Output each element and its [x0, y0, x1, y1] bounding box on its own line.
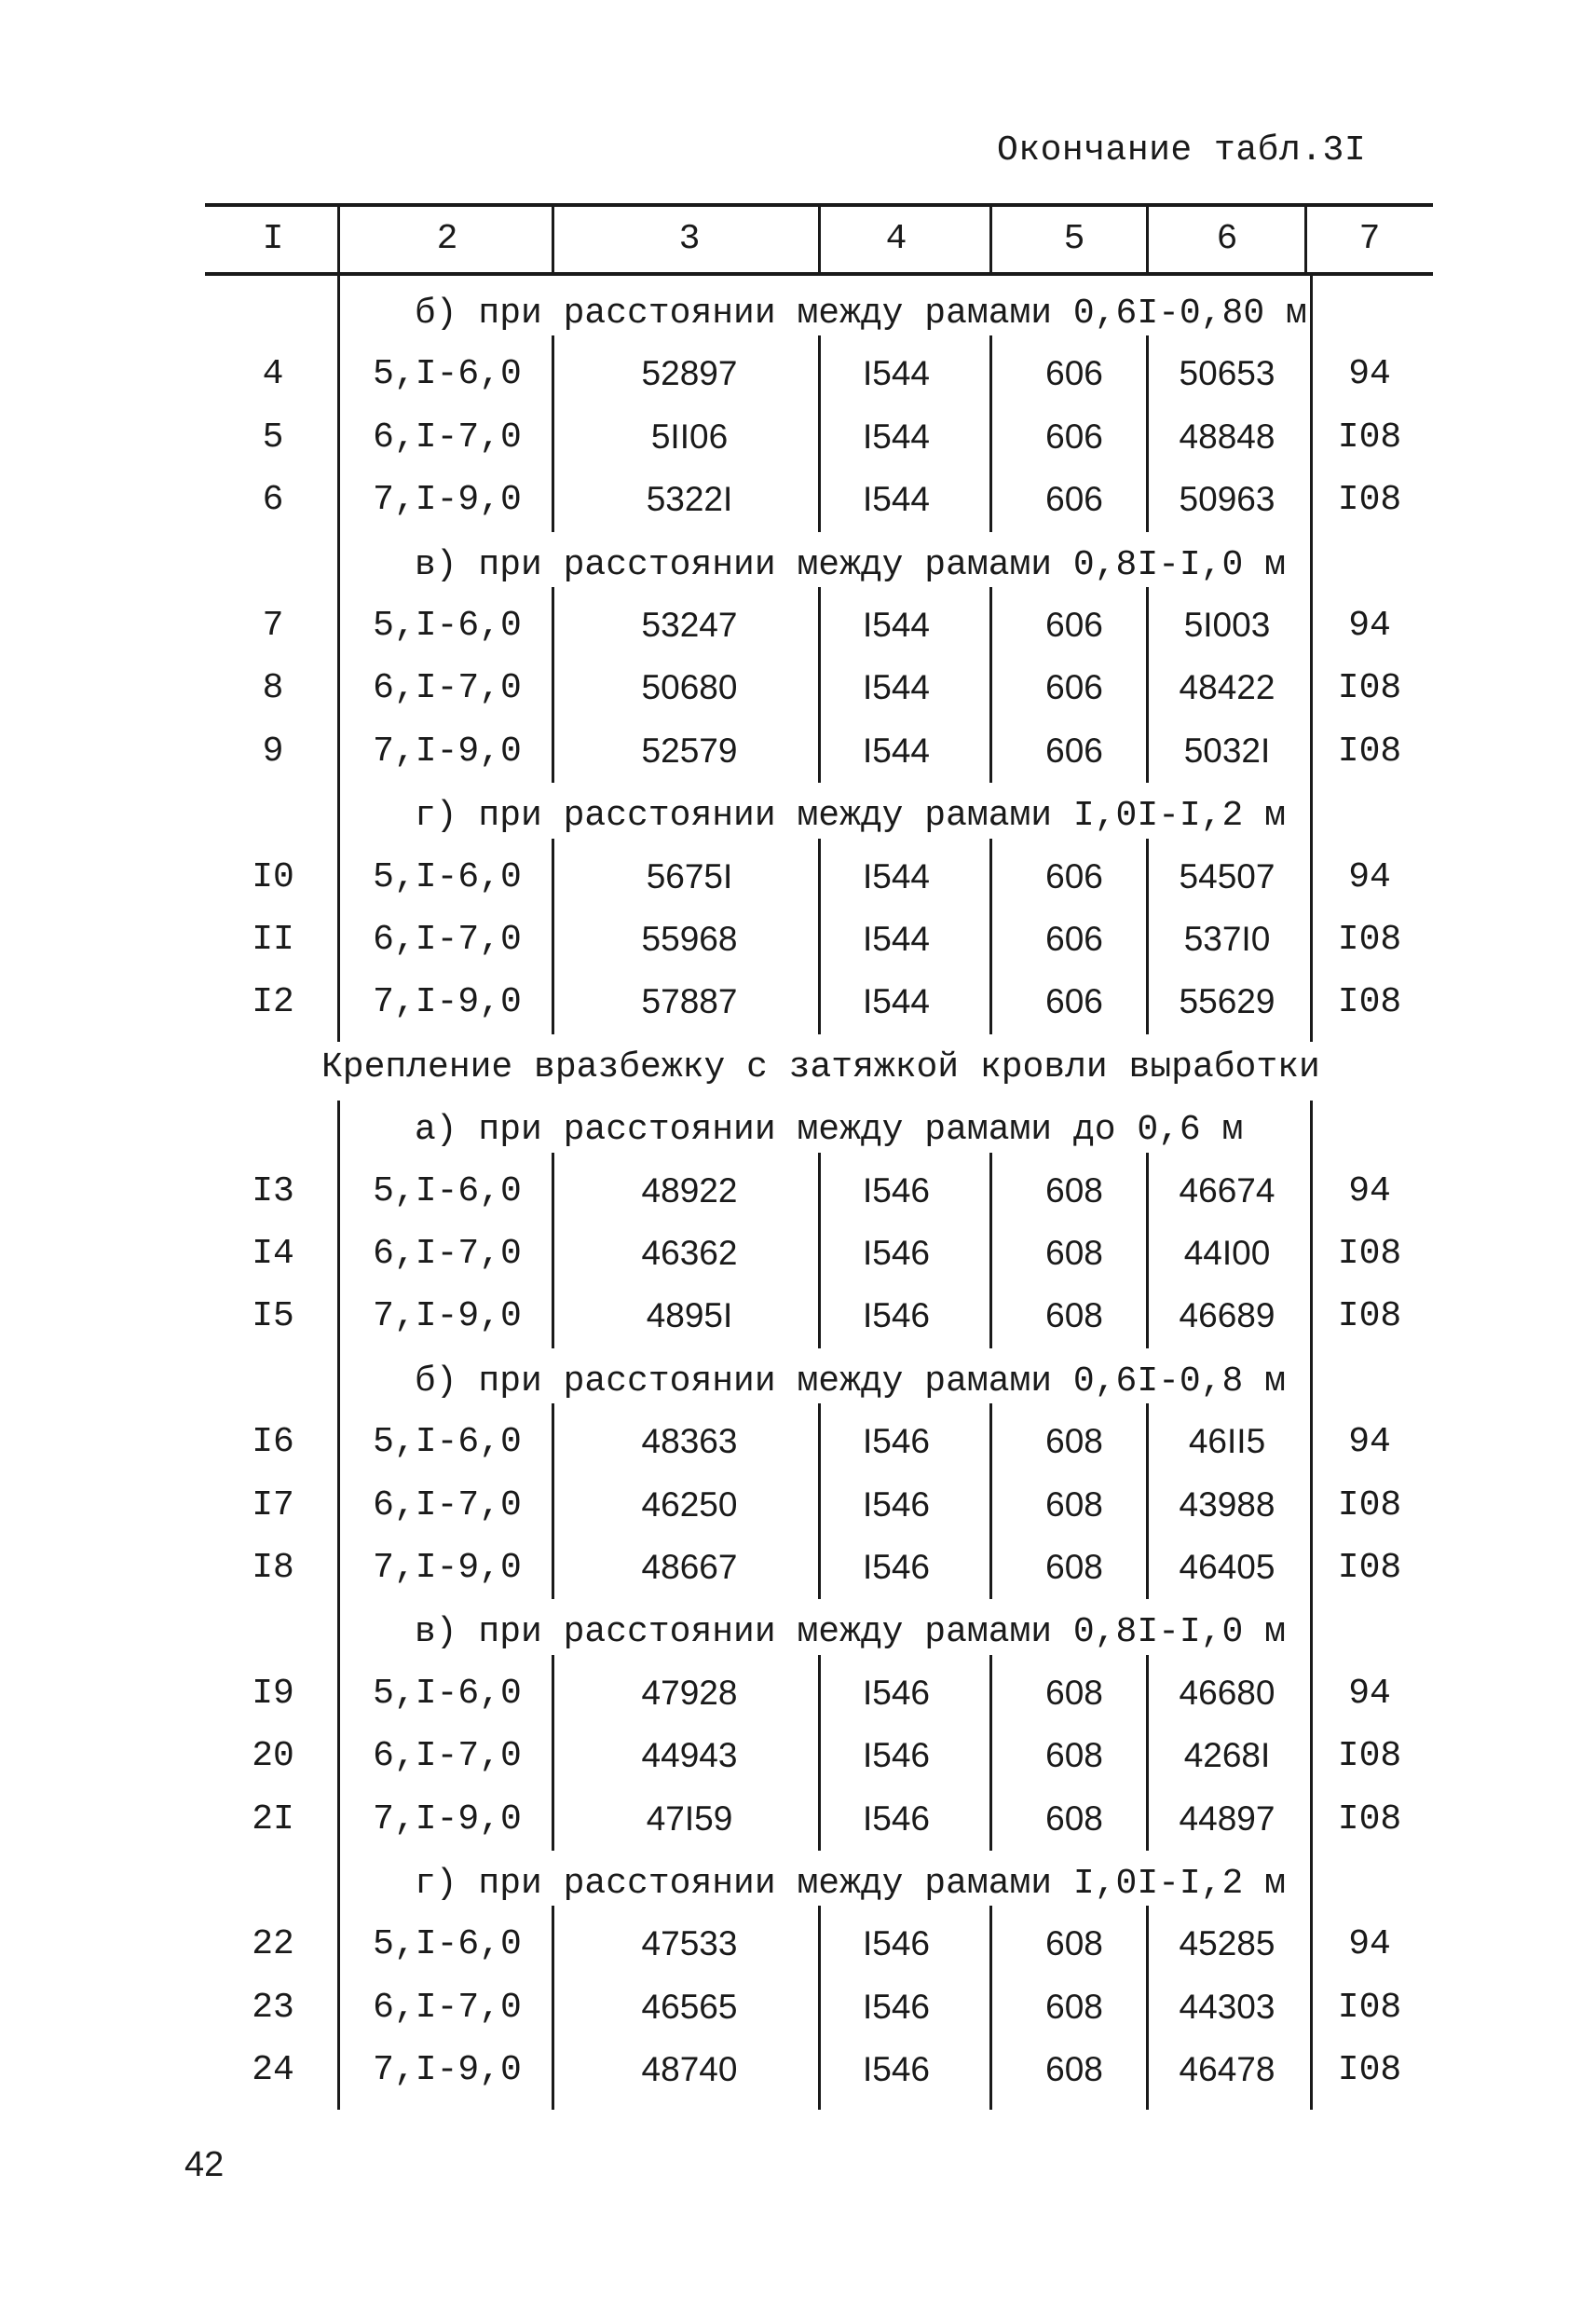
cell-col-6: 4268I	[1183, 1736, 1271, 1775]
column-divider	[818, 1153, 821, 1348]
cell-col-3: 52897	[641, 354, 738, 393]
cell-col-4: I544	[862, 354, 931, 393]
cell-col-5: 606	[1045, 856, 1103, 896]
cell-col-1: I6	[252, 1422, 294, 1463]
cell-col-1: I7	[252, 1484, 294, 1525]
column-divider	[1146, 1153, 1149, 1348]
cell-col-1: I5	[252, 1296, 294, 1337]
header-col-3: 3	[678, 219, 701, 259]
page-number: 42	[184, 2145, 225, 2184]
column-divider	[1146, 335, 1149, 531]
cell-col-5: 606	[1045, 668, 1103, 707]
cell-col-7: 94	[1348, 1673, 1391, 1714]
cell-col-4: I544	[862, 417, 931, 456]
cell-col-2: 5,I-6,0	[373, 354, 522, 395]
cell-col-3: 50680	[641, 668, 738, 707]
cell-col-5: 606	[1045, 920, 1103, 958]
cell-col-1: 4	[262, 354, 284, 395]
cell-col-3: 57887	[641, 982, 738, 1021]
cell-col-1: I3	[252, 1170, 294, 1211]
cell-col-6: 46680	[1179, 1673, 1275, 1712]
cell-col-3: 5675I	[646, 856, 733, 896]
table-caption: Окончание табл.3I	[997, 130, 1367, 171]
cell-col-7: I08	[1337, 1548, 1402, 1588]
cell-col-2: 6,I-7,0	[373, 1234, 522, 1274]
cell-col-7: 94	[1348, 856, 1391, 897]
cell-col-7: I08	[1337, 1798, 1402, 1839]
column-divider	[989, 1906, 992, 2109]
cell-col-2: 6,I-7,0	[373, 920, 522, 960]
cell-col-1: I8	[252, 1548, 294, 1588]
cell-col-2: 7,I-9,0	[373, 1548, 522, 1588]
column-divider	[552, 1655, 554, 1851]
cell-col-5: 608	[1045, 1422, 1103, 1461]
cell-col-6: 55629	[1179, 982, 1275, 1021]
column-divider	[1146, 1906, 1149, 2109]
header-col-2: 2	[436, 219, 458, 259]
section-heading: а) при расстоянии между рамами до 0,6 м	[415, 1110, 1244, 1151]
cell-col-3: 46362	[641, 1234, 738, 1272]
cell-col-1: 9	[262, 731, 284, 772]
header-col-6: 6	[1216, 219, 1238, 259]
cell-col-2: 7,I-9,0	[373, 1798, 522, 1839]
cell-col-7: 94	[1348, 606, 1391, 646]
cell-col-4: I546	[862, 1736, 931, 1775]
cell-col-6: 5I003	[1183, 606, 1271, 644]
header-divider	[337, 207, 340, 276]
cell-col-3: 48667	[641, 1548, 738, 1586]
header-divider	[1146, 207, 1149, 276]
cell-col-4: I546	[862, 1484, 931, 1524]
column-divider	[1146, 1655, 1149, 1851]
cell-col-6: 43988	[1179, 1484, 1275, 1524]
cell-col-7: I08	[1337, 1736, 1402, 1777]
cell-col-7: I08	[1337, 480, 1402, 521]
column-divider	[552, 1153, 554, 1348]
cell-col-4: I544	[862, 731, 931, 770]
cell-col-6: 46478	[1179, 2050, 1275, 2089]
cell-col-7: I08	[1337, 920, 1402, 960]
cell-col-7: I08	[1337, 1296, 1402, 1337]
column-divider	[1146, 587, 1149, 783]
header-divider	[1304, 207, 1307, 276]
column-divider	[989, 1403, 992, 1599]
cell-col-5: 608	[1045, 1548, 1103, 1586]
cell-col-5: 608	[1045, 1736, 1103, 1775]
cell-col-3: 48363	[641, 1422, 738, 1461]
cell-col-3: 48922	[641, 1170, 738, 1210]
cell-col-4: I544	[862, 982, 931, 1021]
cell-col-2: 5,I-6,0	[373, 1422, 522, 1463]
cell-col-2: 5,I-6,0	[373, 1673, 522, 1714]
cell-col-5: 608	[1045, 1234, 1103, 1272]
section-heading: г) при расстоянии между рамами I,0I-I,2 м	[415, 1864, 1286, 1904]
column-divider	[989, 1655, 992, 1851]
cell-col-7: I08	[1337, 1484, 1402, 1525]
column-divider	[552, 839, 554, 1034]
cell-col-2: 5,I-6,0	[373, 606, 522, 646]
cell-col-5: 606	[1045, 480, 1103, 519]
cell-col-5: 606	[1045, 354, 1103, 393]
cell-col-2: 7,I-9,0	[373, 982, 522, 1023]
column-divider	[989, 587, 992, 783]
cell-col-3: 52579	[641, 731, 738, 770]
cell-col-1: I4	[252, 1234, 294, 1274]
cell-col-5: 608	[1045, 1170, 1103, 1210]
header-col-4: 4	[885, 219, 907, 259]
header-col-7: 7	[1358, 219, 1381, 259]
cell-col-3: 46250	[641, 1484, 738, 1524]
column-divider	[1146, 1403, 1149, 1599]
cell-col-2: 5,I-6,0	[373, 856, 522, 897]
cell-col-4: I546	[862, 1924, 931, 1963]
section-heading: в) при расстоянии между рамами 0,8I-I,0 м	[415, 1612, 1286, 1653]
cell-col-7: I08	[1337, 1234, 1402, 1274]
column-divider	[1146, 839, 1149, 1034]
cell-col-2: 6,I-7,0	[373, 417, 522, 458]
column-divider	[989, 839, 992, 1034]
header-divider	[989, 207, 992, 276]
cell-col-5: 606	[1045, 417, 1103, 456]
section-heading: б) при расстоянии между рамами 0,6I-0,80 м	[415, 294, 1307, 334]
column-divider	[552, 587, 554, 783]
cell-col-3: 47I59	[646, 1798, 733, 1838]
cell-col-4: I544	[862, 920, 931, 958]
cell-col-2: 7,I-9,0	[373, 1296, 522, 1337]
cell-col-5: 608	[1045, 1484, 1103, 1524]
header-col-5: 5	[1063, 219, 1085, 259]
cell-col-3: 53247	[641, 606, 738, 644]
column-divider	[818, 839, 821, 1034]
column-divider	[552, 335, 554, 531]
section-heading: г) при расстоянии между рамами I,0I-I,2 м	[415, 796, 1286, 837]
group-heading: Крепление вразбежку с затяжкой кровли выработки	[321, 1046, 1320, 1087]
cell-col-5: 608	[1045, 1673, 1103, 1712]
column-divider	[818, 1403, 821, 1599]
cell-col-2: 6,I-7,0	[373, 668, 522, 709]
cell-col-4: I546	[862, 2050, 931, 2089]
cell-col-2: 6,I-7,0	[373, 1736, 522, 1777]
cell-col-3: 44943	[641, 1736, 738, 1775]
cell-col-4: I546	[862, 1798, 931, 1838]
cell-col-1: 2I	[252, 1798, 294, 1839]
cell-col-6: 46II5	[1188, 1422, 1266, 1461]
cell-col-5: 608	[1045, 1296, 1103, 1335]
cell-col-1: 23	[252, 1987, 294, 2028]
cell-col-7: I08	[1337, 668, 1402, 709]
right-column-divider	[1310, 276, 1313, 1042]
cell-col-6: 46405	[1179, 1548, 1275, 1586]
column-divider	[552, 1906, 554, 2109]
cell-col-1: 7	[262, 606, 284, 646]
cell-col-1: 8	[262, 668, 284, 709]
cell-col-6: 44897	[1179, 1798, 1275, 1838]
column-divider	[989, 1153, 992, 1348]
cell-col-7: 94	[1348, 1170, 1391, 1211]
cell-col-3: 5322I	[646, 480, 733, 519]
cell-col-5: 606	[1045, 982, 1103, 1021]
cell-col-5: 606	[1045, 606, 1103, 644]
cell-col-7: I08	[1337, 982, 1402, 1023]
cell-col-7: I08	[1337, 2050, 1402, 2091]
cell-col-6: 50653	[1179, 354, 1275, 393]
cell-col-5: 606	[1045, 731, 1103, 770]
header-col-1: I	[262, 219, 284, 259]
cell-col-2: 6,I-7,0	[373, 1987, 522, 2028]
cell-col-7: 94	[1348, 1422, 1391, 1463]
cell-col-4: I546	[862, 1234, 931, 1272]
section-heading: б) при расстоянии между рамами 0,6I-0,8 м	[415, 1361, 1286, 1402]
cell-col-6: 45285	[1179, 1924, 1275, 1963]
cell-col-3: 4895I	[646, 1296, 733, 1335]
cell-col-7: I08	[1337, 1987, 1402, 2028]
section-heading: в) при расстоянии между рамами 0,8I-I,0 м	[415, 544, 1286, 585]
right-column-divider	[1310, 1101, 1313, 2109]
cell-col-5: 608	[1045, 1987, 1103, 2026]
cell-col-3: 46565	[641, 1987, 738, 2026]
cell-col-6: 44I00	[1183, 1234, 1271, 1272]
cell-col-4: I546	[862, 1296, 931, 1335]
cell-col-7: 94	[1348, 1924, 1391, 1965]
header-divider	[552, 207, 554, 276]
cell-col-4: I544	[862, 668, 931, 707]
column-divider	[552, 1403, 554, 1599]
cell-col-2: 6,I-7,0	[373, 1484, 522, 1525]
cell-col-7: I08	[1337, 731, 1402, 772]
cell-col-3: 5II06	[650, 417, 729, 456]
cell-col-1: I9	[252, 1673, 294, 1714]
cell-col-6: 537I0	[1183, 920, 1271, 958]
cell-col-1: 6	[262, 480, 284, 521]
cell-col-6: 48422	[1179, 668, 1275, 707]
cell-col-4: I546	[862, 1422, 931, 1461]
cell-col-3: 47928	[641, 1673, 738, 1712]
column-divider	[818, 587, 821, 783]
cell-col-4: I544	[862, 606, 931, 644]
cell-col-6: 46674	[1179, 1170, 1275, 1210]
column-divider	[818, 335, 821, 531]
cell-col-1: I0	[252, 856, 294, 897]
column-divider	[818, 1655, 821, 1851]
cell-col-1: II	[252, 920, 294, 960]
cell-col-5: 608	[1045, 1798, 1103, 1838]
cell-col-4: I546	[862, 1548, 931, 1586]
cell-col-7: 94	[1348, 354, 1391, 395]
cell-col-4: I546	[862, 1673, 931, 1712]
cell-col-6: 48848	[1179, 417, 1275, 456]
cell-col-4: I546	[862, 1170, 931, 1210]
cell-col-1: 24	[252, 2050, 294, 2091]
column-divider	[989, 335, 992, 531]
cell-col-6: 46689	[1179, 1296, 1275, 1335]
cell-col-4: I544	[862, 856, 931, 896]
left-column-divider	[337, 276, 340, 1042]
cell-col-5: 608	[1045, 2050, 1103, 2089]
cell-col-3: 55968	[641, 920, 738, 958]
cell-col-2: 7,I-9,0	[373, 2050, 522, 2091]
cell-col-2: 7,I-9,0	[373, 480, 522, 521]
cell-col-1: 20	[252, 1736, 294, 1777]
column-divider	[818, 1906, 821, 2109]
cell-col-4: I544	[862, 480, 931, 519]
cell-col-6: 5032I	[1183, 731, 1271, 770]
cell-col-5: 608	[1045, 1924, 1103, 1963]
header-divider	[818, 207, 821, 276]
cell-col-2: 7,I-9,0	[373, 731, 522, 772]
cell-col-3: 47533	[641, 1924, 738, 1963]
cell-col-6: 44303	[1179, 1987, 1275, 2026]
cell-col-1: I2	[252, 982, 294, 1023]
cell-col-1: 22	[252, 1924, 294, 1965]
left-column-divider	[337, 1101, 340, 2109]
cell-col-6: 54507	[1179, 856, 1275, 896]
cell-col-2: 5,I-6,0	[373, 1170, 522, 1211]
cell-col-1: 5	[262, 417, 284, 458]
cell-col-2: 5,I-6,0	[373, 1924, 522, 1965]
cell-col-7: I08	[1337, 417, 1402, 458]
cell-col-6: 50963	[1179, 480, 1275, 519]
cell-col-4: I546	[862, 1987, 931, 2026]
cell-col-3: 48740	[641, 2050, 738, 2089]
